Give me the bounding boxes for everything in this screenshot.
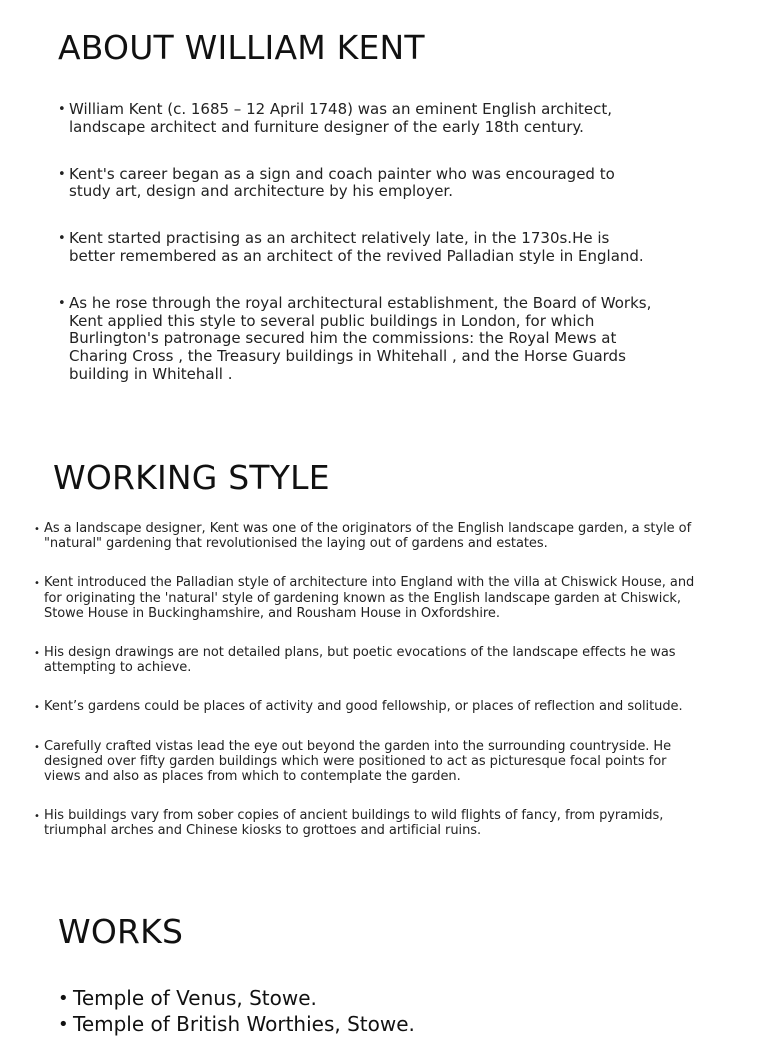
- bullet-item: [34, 699, 750, 714]
- bullet-text-line: building in Whitehall .: [69, 364, 233, 383]
- bullet-item: [58, 295, 718, 384]
- bullet-icon: •: [34, 524, 40, 535]
- working-style-heading: WORKING STYLE: [53, 458, 330, 497]
- bullet-item: [58, 101, 718, 137]
- bullet-icon: •: [34, 578, 40, 590]
- bullet-text-line: Temple of Venus, Stowe.: [73, 986, 317, 1010]
- bullet-text-line: Kent’s gardens could be places of activity and good fellowship, or places of reflection and solitude.: [44, 699, 683, 715]
- bullet-text-line: "natural" gardening that revolutionised the laying out of gardens and estates.: [44, 536, 548, 552]
- works-heading: WORKS: [58, 912, 184, 951]
- bullet-text-line: Burlington's patronage secured him the commissions: the Royal Mews at: [69, 329, 617, 348]
- bullet-item: [58, 985, 758, 1011]
- bullet-text-line: designed over fifty garden buildings which were positioned to act as picturesque focal points for: [44, 753, 667, 769]
- bullet-icon: •: [58, 295, 66, 311]
- bullet-text-line: views and also as places from which to contemplate the garden.: [44, 769, 461, 785]
- bullet-item: [58, 230, 718, 266]
- bullet-text-line: Kent's career began as a sign and coach painter who was encouraged to: [69, 164, 615, 183]
- bullet-text-line: Temple of British Worthies, Stowe.: [73, 1012, 415, 1036]
- bullet-text-line: As a landscape designer, Kent was one of the originators of the English landscape garden, a style of: [44, 521, 692, 536]
- bullet-icon: •: [34, 702, 40, 714]
- works-list: [58, 985, 758, 1037]
- bullet-text-line: for originating the 'natural' style of gardening known as the English landscape garden at Chiswick,: [44, 590, 681, 606]
- bullet-icon: •: [58, 1014, 69, 1035]
- bullet-text-line: William Kent (c. 1685 – 12 April 1748) was an eminent English architect,: [69, 100, 613, 118]
- bullet-text-line: landscape architect and furniture designer of the early 18th century.: [69, 117, 584, 136]
- bullet-item: [34, 645, 750, 675]
- bullet-icon: •: [58, 166, 66, 182]
- bullet-text-line: Carefully crafted vistas lead the eye out beyond the garden into the surrounding countryside. He: [44, 738, 672, 754]
- bullet-text-line: Charing Cross , the Treasury buildings in Whitehall , and the Horse Guards: [69, 347, 626, 366]
- bullet-text-line: His design drawings are not detailed plans, but poetic evocations of the landscape effects he was: [44, 645, 676, 661]
- bullet-text-line: better remembered as an architect of the revived Palladian style in England.: [69, 246, 644, 265]
- about-list: [58, 101, 718, 384]
- bullet-text-line: As he rose through the royal architectural establishment, the Board of Works,: [69, 293, 652, 312]
- bullet-icon: •: [58, 102, 66, 117]
- bullet-icon: •: [58, 231, 66, 247]
- bullet-item: [34, 575, 750, 621]
- bullet-item: [58, 1011, 758, 1037]
- about-heading: ABOUT WILLIAM KENT: [58, 28, 425, 67]
- bullet-text-line: Kent introduced the Palladian style of architecture into England with the villa at Chiswick House, and: [44, 575, 695, 591]
- bullet-item: [34, 808, 750, 838]
- bullet-item: [34, 521, 750, 551]
- bullet-text-line: attempting to achieve.: [44, 660, 192, 676]
- bullet-text-line: study art, design and architecture by his employer.: [69, 182, 453, 201]
- bullet-icon: •: [34, 648, 40, 660]
- bullet-text-line: Stowe House in Buckinghamshire, and Rousham House in Oxfordshire.: [44, 605, 500, 621]
- bullet-icon: •: [58, 988, 69, 1009]
- bullet-text-line: Kent started practising as an architect relatively late, in the 1730s.He is: [69, 229, 610, 248]
- bullet-text-line: triumphal arches and Chinese kiosks to grottoes and artificial ruins.: [44, 823, 482, 839]
- bullet-item: [34, 739, 750, 785]
- bullet-icon: •: [34, 811, 40, 823]
- working-style-list: [34, 521, 750, 839]
- bullet-text-line: Kent applied this style to several public buildings in London, for which: [69, 311, 595, 330]
- bullet-text-line: His buildings vary from sober copies of ancient buildings to wild flights of fancy, from pyramids,: [44, 808, 664, 824]
- bullet-item: [58, 166, 718, 202]
- bullet-icon: •: [34, 741, 40, 753]
